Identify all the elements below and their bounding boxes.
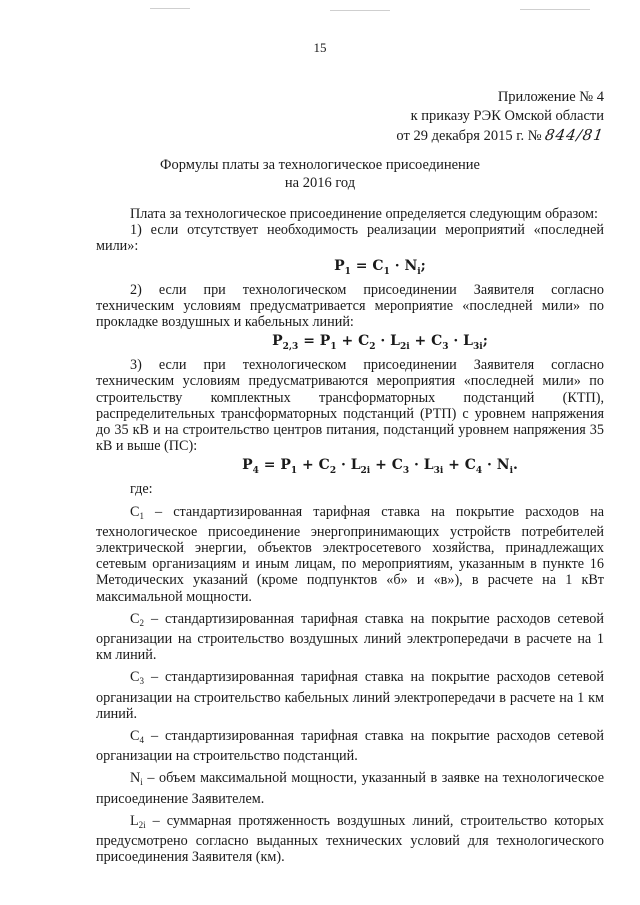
scan-artifact	[330, 10, 390, 11]
case-1-paragraph: 1) если отсутствует необходимость реализации мероприятий «последней мили»:	[96, 222, 604, 255]
intro-paragraph: Плата за технологическое присоединение определяется следующим образом:	[130, 206, 598, 222]
definition-c2: $C_2$ – стандартизированная тарифная ставка на покрытие расходов сетевой организации на строительство воздушных линий электропередачи в расчете на 1 км линий.	[96, 610, 604, 664]
title-line-1: Формулы платы за технологическое присоединение	[159, 157, 480, 173]
case-3-paragraph: 3) если при технологическом присоединении Заявителя согласно техническим условиям предусматриваются мероприятия «последней мили» по строительству комплектных трансформаторных подстанций (КТП), распределительных трансформаторных подстанций (РТП) с уровнем напряжения до 35 кВ и на строительство центров питания, подстанций уровнем напряжения 35 кВ и выше (ПС):	[96, 357, 604, 455]
order-number-handwritten: 844/81	[544, 126, 606, 144]
definition-c4: $C_4$ – стандартизированная тарифная ставка на покрытие расходов сетевой организации на строительство подстанций.	[96, 728, 604, 765]
document-body	[96, 206, 604, 866]
where-label: где:	[130, 481, 153, 498]
case-2-paragraph: 2) если при технологическом присоединении Заявителя согласно техническим условиям предусматривается мероприятие «последней мили» по прокладке воздушных и кабельных линий:	[96, 281, 604, 331]
scan-artifact	[520, 9, 590, 10]
definition-l2i: $L_{2i}$ – суммарная протяженность воздушных линий, строительство которых предусмотрено согласно выданных технических условий для технологического присоединения Заявителя (км).	[96, 812, 604, 866]
formula-p1: $P_1 = C_1 \cdot N_i$;	[334, 257, 426, 277]
document-title	[0, 156, 640, 192]
annex-date: от 29 декабря 2015 г. №	[396, 128, 542, 144]
annex-line-1: Приложение № 4	[497, 89, 604, 105]
definition-c3: $C_3$ – стандартизированная тарифная ставка на покрытие расходов сетевой организации на строительство кабельных линий электропередачи в расчете на 1 км линий.	[96, 669, 604, 722]
annex-line-2: к приказу РЭК Омской области	[410, 108, 604, 124]
annex-header	[396, 88, 604, 146]
definition-c1: $C_1$ – стандартизированная тарифная ставка на покрытие расходов на технологическое присоединение энергопринимающих устройств потребителей электрической энергии, объектов электросетевого хозяйства, принадлежащих сетевым организациям и иным лицам, по мероприятиям, указанным в пункте 16 Методических указаний (кроме подпунктов «б» и «в»), в расчете на 1 кВт максимальной мощности.	[96, 503, 604, 605]
title-line-2: на 2016 год	[284, 175, 356, 191]
page-number: 15	[313, 40, 327, 55]
scan-artifact	[150, 8, 190, 9]
formula-p23: $P_{2,3} = P_1 + C_2 \cdot L_{2i} + C_3 \cdot L_{3i}$;	[272, 333, 488, 353]
annex-line-3	[396, 126, 604, 146]
formula-p4: $P_4 = P_1 + C_2 \cdot L_{2i} + C_3 \cdot L_{3i} + C_4 \cdot N_i$.	[242, 457, 518, 477]
definition-ni: $N_i$ – объем максимальной мощности, указанный в заявке на технологическое присоединение Заявителем.	[96, 770, 604, 807]
